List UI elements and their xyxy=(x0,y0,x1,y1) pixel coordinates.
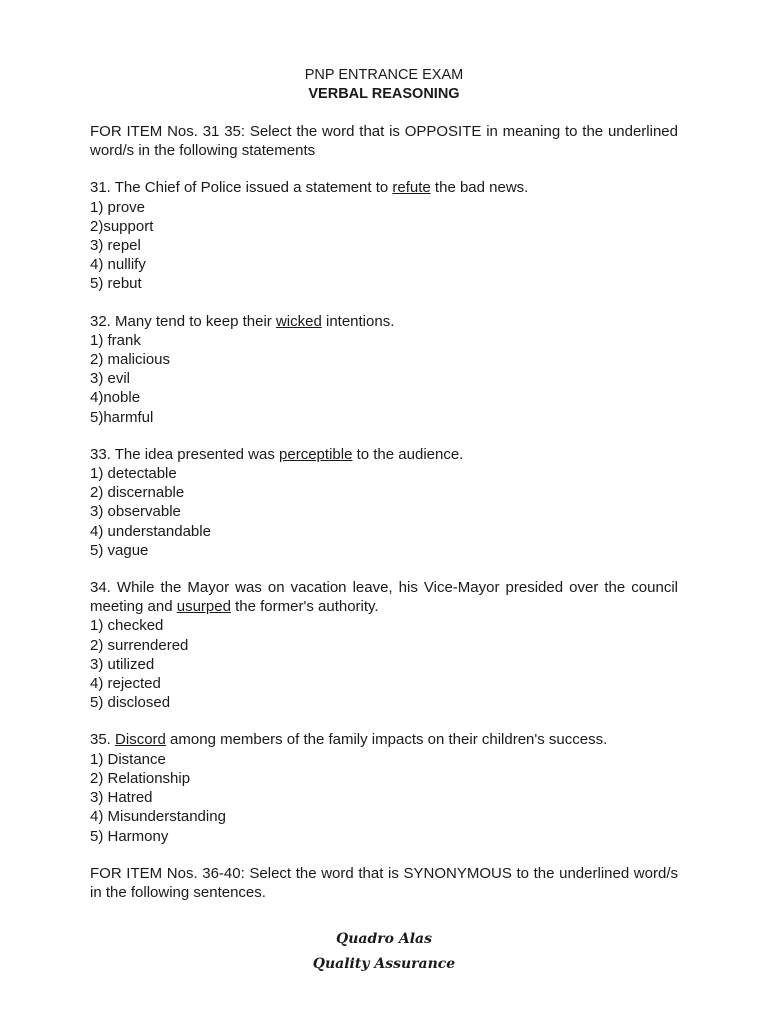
underlined-word: Discord xyxy=(115,731,166,749)
option: 1) Distance xyxy=(90,750,166,768)
page-title: PNP ENTRANCE EXAM xyxy=(304,67,464,83)
option: 4) understandable xyxy=(90,522,211,540)
question-33 xyxy=(90,445,678,560)
option: 5) Harmony xyxy=(90,827,169,845)
question-34 xyxy=(90,578,678,712)
question-stem: 31. The Chief of Police issued a statement to refute the bad news. xyxy=(90,179,529,197)
option: 1) prove xyxy=(90,198,146,216)
question-stem: 35. Discord among members of the family impacts on their children's success. xyxy=(90,731,608,749)
option: 3) utilized xyxy=(90,655,155,673)
option: 2) Relationship xyxy=(90,769,191,787)
footer-department: Quality Assurance xyxy=(312,956,456,972)
option: 5) disclosed xyxy=(90,694,171,712)
option: 3) evil xyxy=(90,370,131,388)
option: 2) discernable xyxy=(90,484,185,502)
option: 4) rejected xyxy=(90,675,161,693)
option: 4) nullify xyxy=(90,256,146,274)
underlined-word: refute xyxy=(392,179,431,197)
option: 5) vague xyxy=(90,541,149,559)
question-stem: 33. The idea presented was perceptible to the audience. xyxy=(90,445,464,463)
question-31 xyxy=(90,178,678,293)
option: 3) repel xyxy=(90,237,141,255)
question-stem: 34. While the Mayor was on vacation leave, his Vice-Mayor presided over the council meeting and usurped the former's authority. xyxy=(90,579,678,616)
question-32 xyxy=(90,312,678,427)
underlined-word: usurped xyxy=(176,598,231,616)
option: 4) Misunderstanding xyxy=(90,808,226,826)
section-title: VERBAL REASONING xyxy=(308,86,460,102)
exam-page xyxy=(90,66,678,902)
instructions-synonymous: FOR ITEM Nos. 36-40: Select the word that is SYNONYMOUS to the underlined word/s in the following sentences. xyxy=(90,864,678,901)
instructions-opposite: FOR ITEM Nos. 31 35: Select the word that is OPPOSITE in meaning to the underlined word/s in the following statements xyxy=(90,123,678,160)
underlined-word: wicked xyxy=(275,312,322,330)
question-stem: 32. Many tend to keep their wicked intentions. xyxy=(90,312,395,330)
option: 2) surrendered xyxy=(90,636,189,654)
option: 5) rebut xyxy=(90,275,142,293)
option: 3) Hatred xyxy=(90,789,153,807)
option: 1) checked xyxy=(90,617,164,635)
option: 2) malicious xyxy=(90,351,171,369)
footer-name: Quadro Alas xyxy=(336,931,432,947)
option: 1) frank xyxy=(90,331,141,349)
option: 5)harmful xyxy=(90,408,154,426)
option: 3) observable xyxy=(90,503,181,521)
option: 2)support xyxy=(90,217,154,235)
option: 4)noble xyxy=(90,389,141,407)
option: 1) detectable xyxy=(90,465,177,483)
question-35 xyxy=(90,730,678,845)
underlined-word: perceptible xyxy=(279,445,353,463)
